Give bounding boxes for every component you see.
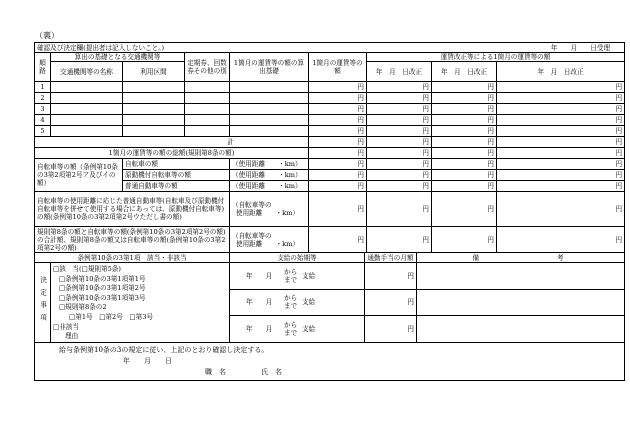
bicycle-row: 自転車等の額（条例第10条の3第2項第2号ア及びイの額） 自転車の額 （使用距離 ・km） 円 円 円 円 <box>35 159 625 170</box>
decision-period-row: 年 月 から まで 支給 円 <box>35 316 625 343</box>
period-cell: 年 月 から まで 支給 <box>230 263 365 290</box>
footer-date: 年 月 日 <box>123 356 172 365</box>
page-label: （裏） <box>35 31 59 40</box>
row-number: 4 <box>35 115 51 126</box>
footer-cell <box>35 342 625 380</box>
pass-type-header: 定期券、回数券その他の別 <box>185 53 230 82</box>
footer-statement: 給与条例第10条の3の規定に従い、上記のとおり確認し決定する。 <box>59 345 269 354</box>
row-number: 3 <box>35 104 51 115</box>
revision-date-3: 年 月 日改正 <box>497 62 625 82</box>
revision-header: 運賃改正等による1箇月の運賃等の額 <box>367 53 625 62</box>
reason-label: 理由 <box>65 332 79 341</box>
confirm-header: 確認及び決定欄(提出者は記入しないこと。) <box>35 43 432 53</box>
car-row-label: 自転車等の使用距離に応じた普通自動車等(自転車及び原動機付自転車等を併せて使用する場合にあっては、原動機付自転車等)の額(条例第10条の3第2項第2号ウただし書の額) <box>35 192 230 227</box>
row-number: 1 <box>35 82 51 93</box>
option-4[interactable]: □規則第8条の2 <box>59 303 107 312</box>
decision-period-row: 年 月 から まで 支給 円 <box>35 289 625 316</box>
car-row-distance: （自転車等の 使用距離 ・km） <box>230 192 309 227</box>
footer-signature: 職 名 氏 名 <box>205 367 282 376</box>
sum-row: 1箇月の運賃等の額の総額(規則第8条の額) 円 円 円 円 <box>35 148 625 159</box>
combined-row-distance: （自転車等の 使用距離 ・km） <box>230 227 309 253</box>
period-cell: 年 月 から まで 支給 <box>230 316 365 343</box>
bicycle-item-name: 普通自動車等の額 <box>123 181 230 192</box>
decision-side-label: 決定事項 <box>35 263 51 343</box>
section-header: 利用区間 <box>123 62 185 82</box>
period-cell: 年 月 から まで 支給 <box>230 289 365 316</box>
route-no-header: 順路 <box>35 53 51 82</box>
table-row: 5 円 円 円 円 <box>35 126 625 137</box>
not-applicable-option[interactable]: □非該当 <box>53 322 80 331</box>
bicycle-item-distance: （使用距離 ・km） <box>230 170 309 181</box>
row-number: 5 <box>35 126 51 137</box>
revision-date-2: 年 月 日改正 <box>432 62 497 82</box>
monthly-amount-header: 1箇月の運賃等の額 <box>309 53 367 82</box>
sub-options[interactable]: □第1号 □第2号 □第3号 <box>69 312 154 321</box>
start-header: 支給の始期等 <box>230 253 365 263</box>
bicycle-item-name: 自転車の額 <box>123 159 230 170</box>
table-row: 3 円 円 円 円 <box>35 104 625 115</box>
calc-basis-header: 1箇月の運賃等の額の算出基礎 <box>230 53 309 82</box>
option-1[interactable]: □条例第10条の3第1項第1号 <box>59 274 146 283</box>
received-date: 年 月 日受理 <box>432 43 625 53</box>
total-row: 計 円 円 円 円 <box>35 137 625 148</box>
remarks-header-1: 備 <box>417 253 497 263</box>
remarks-cell <box>417 316 625 343</box>
car-row: 自転車等の使用距離に応じた普通自動車等(自転車及び原動機付自転車等を併せて使用する場合にあっては、原動機付自転車等)の額(条例第10条の3第2項第2号ウただし書の額) （自転車等の 使用距離 ・km） 円 円 円 円 <box>35 192 625 227</box>
bicycle-row: 普通自動車等の額 （使用距離 ・km） 円 円 円 円 <box>35 181 625 192</box>
row-number: 2 <box>35 93 51 104</box>
combined-row: 規則第8条の額と自転車等の額(条例第10条の3第2項第2号の額)の合計額、規則第8条の額又は自転車等の額(条例第10条の3第2項第2号の額) （自転車等の 使用距離 ・km） 円 円 円 円 <box>35 227 625 253</box>
bicycle-label: 自転車等の額（条例第10条の3第2項第2号ア及びイの額） <box>35 159 123 192</box>
remarks-header-2: 考 <box>497 253 625 263</box>
allowance-header: 通勤手当の月額 <box>365 253 417 263</box>
decision-options <box>51 263 230 343</box>
bicycle-row: 原動機付自転車等の額 （使用距離 ・km） 円 円 円 円 <box>35 170 625 181</box>
table-row: 2 円 円 円 円 <box>35 93 625 104</box>
table-row: 4 円 円 円 円 <box>35 115 625 126</box>
applicable-option[interactable]: □該 当(□規則第5条) <box>53 265 121 273</box>
bicycle-item-distance: （使用距離 ・km） <box>230 159 309 170</box>
bicycle-item-distance: （使用距離 ・km） <box>230 181 309 192</box>
decision-period-row: 決定事項 □該 当(□規則第5条) □条例第10条の3第1項第1号 □条例第10条の3第1項第2号 □条例第10条の3第1項第3号 □規則第8条の2 □第1号 □第2号 □第3号 □非該当 理由 年 月 から まで 支給 円 <box>35 263 625 290</box>
transport-name-header: 交通機関等の名称 <box>51 62 123 82</box>
revision-date-1: 年 月 日改正 <box>367 62 432 82</box>
applicability-header: 条例第10条の3第1項 該当・非該当 <box>35 253 230 263</box>
remarks-cell <box>417 263 625 290</box>
option-3[interactable]: □条例第10条の3第1項第3号 <box>59 293 146 302</box>
footer-row <box>35 342 625 380</box>
option-2[interactable]: □条例第10条の3第1項第2号 <box>59 284 146 293</box>
confirmation-form-table <box>34 42 625 381</box>
combined-row-label: 規則第8条の額と自転車等の額(条例第10条の3第2項第2号の額)の合計額、規則第8条の額又は自転車等の額(条例第10条の3第2項第2号の額) <box>35 227 230 253</box>
remarks-cell <box>417 289 625 316</box>
sum-label: 1箇月の運賃等の額の総額(規則第8条の額) <box>35 148 309 159</box>
basis-header: 算出の基礎となる交通機関等 <box>51 53 185 62</box>
decision-header-row <box>35 253 625 263</box>
table-row: 1 円 円 円 円 <box>35 82 625 93</box>
bicycle-item-name: 原動機付自転車等の額 <box>123 170 230 181</box>
total-label: 計 <box>35 137 309 148</box>
